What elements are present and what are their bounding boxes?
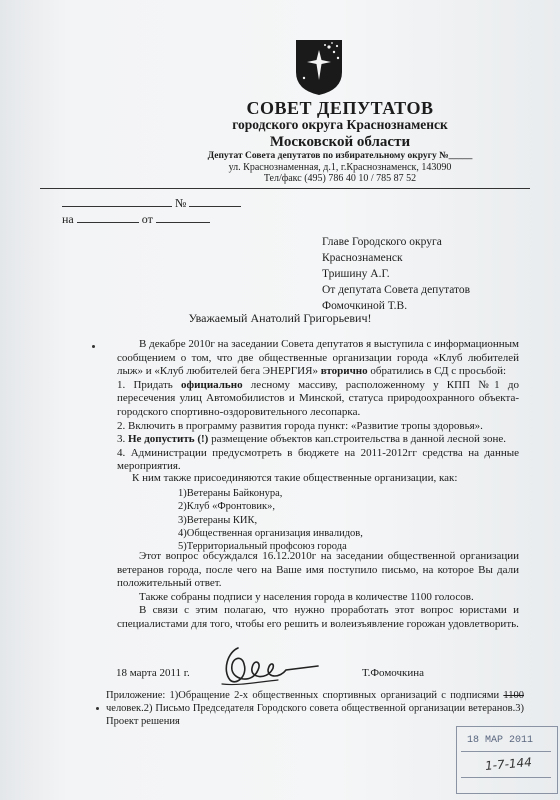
handwritten-signature [208,640,328,690]
addressee-line: Тришину А.Г. [322,268,390,280]
paragraph-signatures: Также собраны подписи у населения города в количестве 1100 голосов. [139,590,474,603]
appendix: Приложение: 1)Обращение 2-х общественных спортивных организаций с подписями 1100 человек.2) Письмо Председателя Городского совета общественной организации ветеранов.3) Проект решения [106,690,524,727]
ref-from-label: от [141,212,153,226]
org-region: Московской области [269,134,411,150]
stamp-rule [461,751,551,752]
org-address: ул. Краснознаменная, д.1, г.Краснознаменск, 143090 [228,162,452,173]
stamp-rule [461,777,551,778]
paragraph-discussed: Этот вопрос обсуждался 16.12.2010г на заседании общественной организации ветеранов города, после чего на Ваше имя поступило письмо, на которое Вы дали положительный ответ. [117,550,519,590]
city-crest-icon [294,38,344,96]
margin-dot [96,707,99,710]
ref-number-label: № [175,196,187,210]
request-item-4: 4. Администрации предусмотреть в бюджете на 2011-2012гг средства на данные мероприятия. [117,446,519,473]
signature-date: 18 марта 2011 г. [116,667,190,679]
paragraph-joined: К ним также присоединяются такие общественные организации, как: [132,472,458,484]
greeting: Уважаемый Анатолий Григорьевич! [188,311,372,325]
org-district: городского округа Краснознаменск [232,117,448,132]
letter-body-cont [117,550,519,632]
letter-body [117,338,519,474]
org-list-item: 5)Территориальный профсоюз города [178,541,347,553]
addressee-line: Главе Городского округа [322,236,442,248]
org-list-item: 4)Общественная организация инвалидов, [178,527,363,539]
addressee-line: Фомочкиной Т.В. [322,300,408,312]
ref-date-row [62,212,210,227]
received-stamp [456,726,558,794]
org-title: СОВЕТ ДЕПУТАТОВ [246,98,434,118]
stamp-number: 1-7-144 [484,754,533,774]
paragraph-request: В декабре 2010г на заседании Совета депутатов я выступила с информационным сообщением о том, что две общественные организации города «Клуб любителей лыж» и «Клуб любителей бега ЭНЕРГИЯ» вторично обратились в СД с просьбой: [117,338,519,378]
stamp-date: 18 МАР 2011 [467,735,534,746]
signatory-name: Т.Фомочкина [362,667,425,679]
header-rule [40,188,530,189]
addressee-line: От депутата Совета депутатов [322,284,471,296]
org-list-item: 1)Ветераны Байконура, [178,488,283,499]
paragraph-conclusion: В связи с этим полагаю, что нужно проработать этот вопрос юристами и специалистами для того, чтобы его решить и волеизъявление горожан удовлетворить. [117,604,519,630]
margin-dot [92,345,95,348]
org-list-item: 2)Клуб «Фронтовик», [178,501,275,513]
addressee-line: Краснознаменск [322,252,403,264]
addressee-block [322,234,470,314]
request-item-2: 2. Включить в программу развития города пункт: «Развитие тропы здоровья». [117,419,483,432]
org-list [178,487,363,553]
deputy-line: Депутат Совета депутатов по избирательному округу №_____ [207,151,473,161]
ref-number-row [62,196,241,211]
ref-on-label: на [62,212,74,226]
request-item-1: 1. Придать официально лесному массиву, расположенному у КПП №1 до пересечения улиц Автомобилистов и Минской, статуса природоохранного объекта- городского спортивно-оздоровительного лесопарка. [117,378,519,418]
request-item-3: 3. Не допустить (!) размещение объектов кап.строительства в данной лесной зоне. [117,433,506,446]
org-list-item: 3)Ветераны КИК, [178,514,258,526]
org-phone: Тел/факс (495) 786 40 10 / 785 87 52 [263,173,417,184]
